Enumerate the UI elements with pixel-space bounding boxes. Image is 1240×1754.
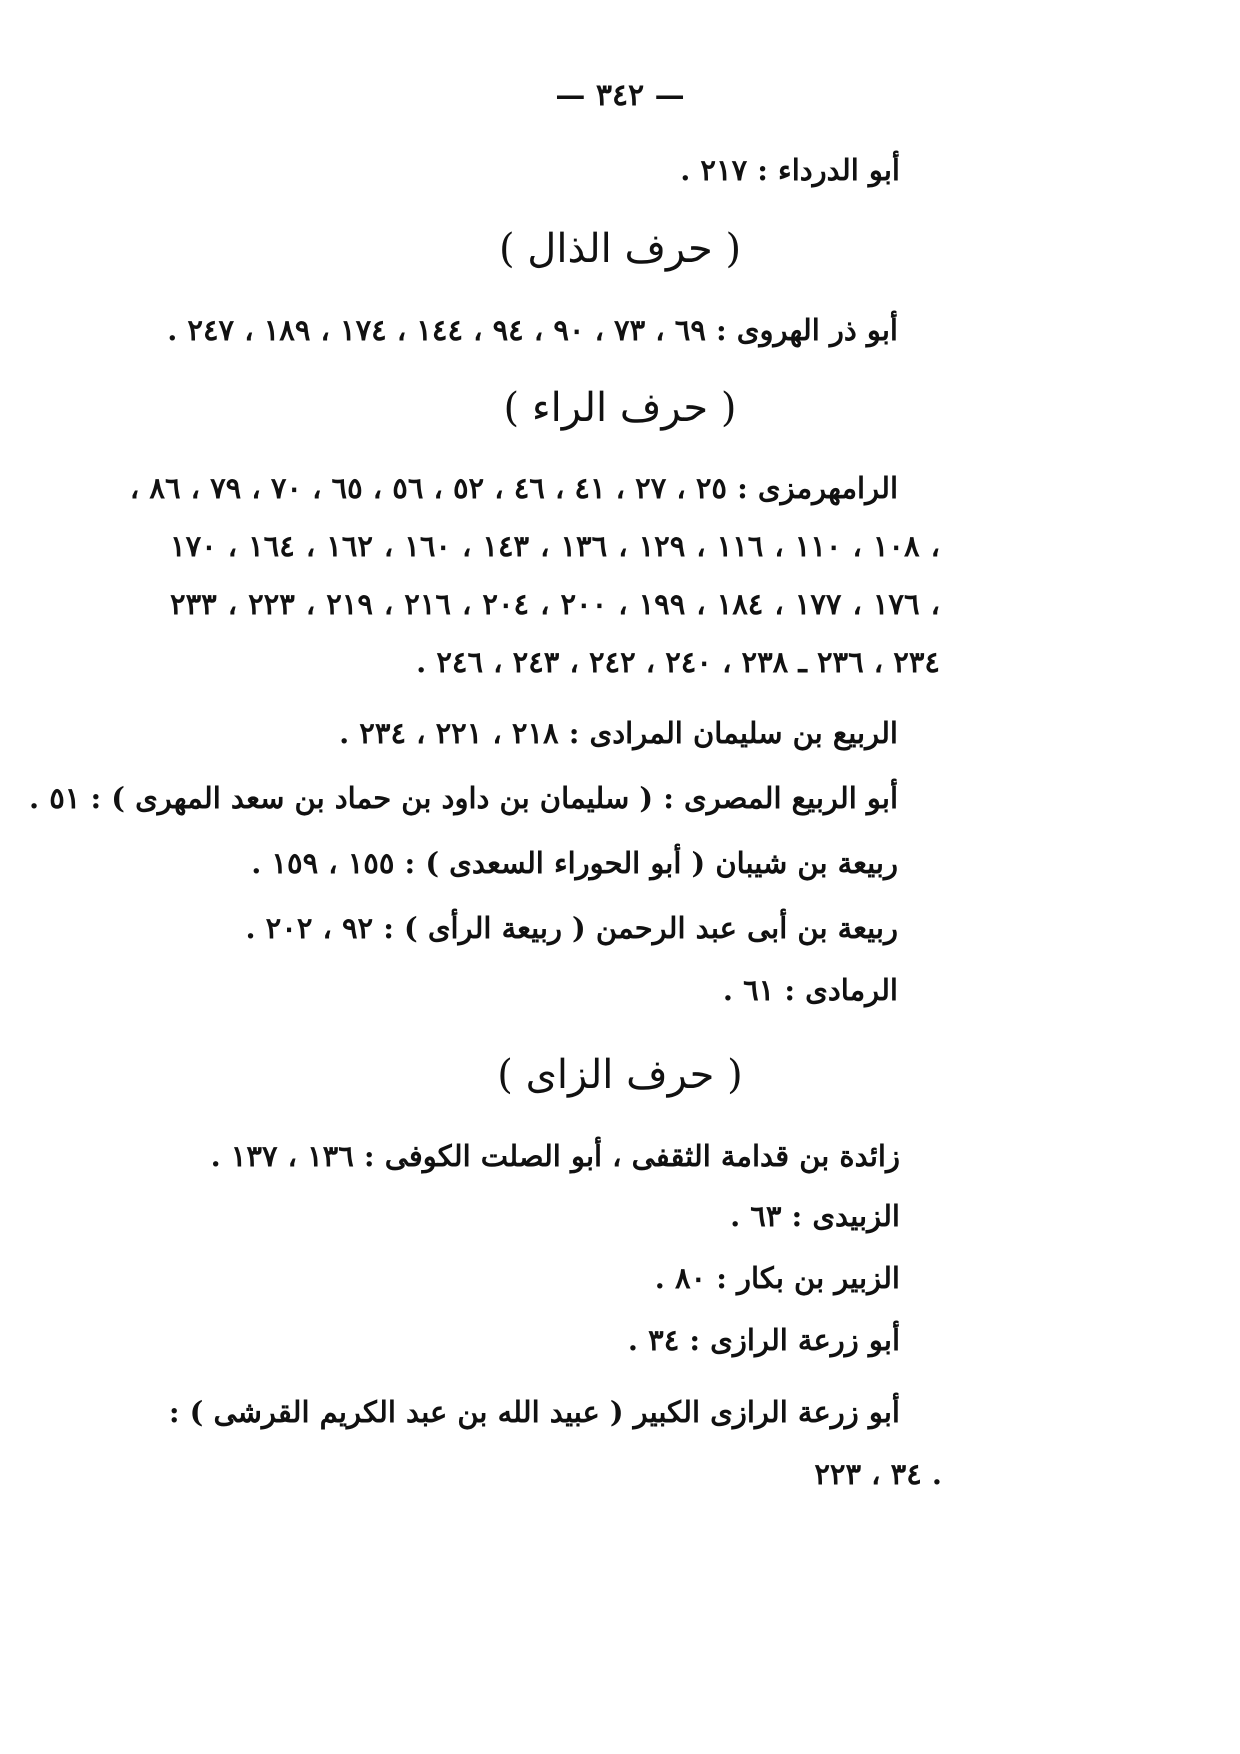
index-entry-rabi-muradi: الربيع بن سليمان المرادى : ٢١٨ ، ٢٢١ ، ٢٣٤ . (339, 716, 898, 750)
index-entry-rabia-shayban: ربيعة بن شيبان ( أبو الحوراء السعدى ) : ١٥٥ ، ١٥٩ . (251, 846, 898, 880)
index-entry-abu-zura-kabir-line-2: ٣٤ ، ٢٢٣ . (814, 1457, 942, 1491)
section-heading-ra: ( حرف الراء ) (503, 385, 737, 431)
index-entry-abu-dharr: أبو ذر الهروى : ٦٩ ، ٧٣ ، ٩٠ ، ٩٤ ، ١٤٤ ، ١٧٤ ، ١٨٩ ، ٢٤٧ . (167, 313, 898, 347)
index-entry-ramhurmuzi-line-1: الرامهرمزى : ٢٥ ، ٢٧ ، ٤١ ، ٤٦ ، ٥٢ ، ٥٦ ، ٦٥ ، ٧٠ ، ٧٩ ، ٨٦ ، (129, 471, 898, 505)
index-entry-zubayr: الزبير بن بكار : ٨٠ . (654, 1261, 900, 1295)
index-entry-ramhurmuzi-line-4: ٢٣٤ ، ٢٣٦ ـ ٢٣٨ ، ٢٤٠ ، ٢٤٢ ، ٢٤٣ ، ٢٤٦ . (416, 645, 940, 679)
index-entry-abu-zura: أبو زرعة الرازى : ٣٤ . (627, 1323, 900, 1357)
section-heading-zay: ( حرف الزاى ) (497, 1052, 743, 1098)
index-entry-abu-rabi-misri: أبو الربيع المصرى : ( سليمان بن داود بن حماد بن سعد المهرى ) : ٥١ . (29, 781, 898, 815)
index-entry-ramhurmuzi-line-2: ١٠٨ ، ١١٠ ، ١١٦ ، ١٢٩ ، ١٣٦ ، ١٤٣ ، ١٦٠ ، ١٦٢ ، ١٦٤ ، ١٧٠ ، (170, 529, 940, 563)
index-entry-abu-darda: أبو الدرداء : ٢١٧ . (680, 153, 900, 187)
index-entry-ramadi: الرمادى : ٦١ . (722, 973, 898, 1007)
index-entry-zubaydi: الزبيدى : ٦٣ . (730, 1199, 900, 1233)
section-heading-dhal: ( حرف الذال ) (498, 226, 742, 272)
page-number: — ٣٤٢ — (555, 78, 685, 113)
index-entry-abu-zura-kabir-line-1: أبو زرعة الرازى الكبير ( عبيد الله بن عبد الكريم القرشى ) : (168, 1395, 900, 1429)
index-entry-ramhurmuzi-line-3: ١٧٦ ، ١٧٧ ، ١٨٤ ، ١٩٩ ، ٢٠٠ ، ٢٠٤ ، ٢١٦ ، ٢١٩ ، ٢٢٣ ، ٢٣٣ ، (170, 587, 940, 621)
index-entry-zaida: زائدة بن قدامة الثقفى ، أبو الصلت الكوفى : ١٣٦ ، ١٣٧ . (210, 1139, 900, 1173)
index-entry-rabia-abd-rahman: ربيعة بن أبى عبد الرحمن ( ربيعة الرأى ) : ٩٢ ، ٢٠٢ . (245, 911, 898, 945)
